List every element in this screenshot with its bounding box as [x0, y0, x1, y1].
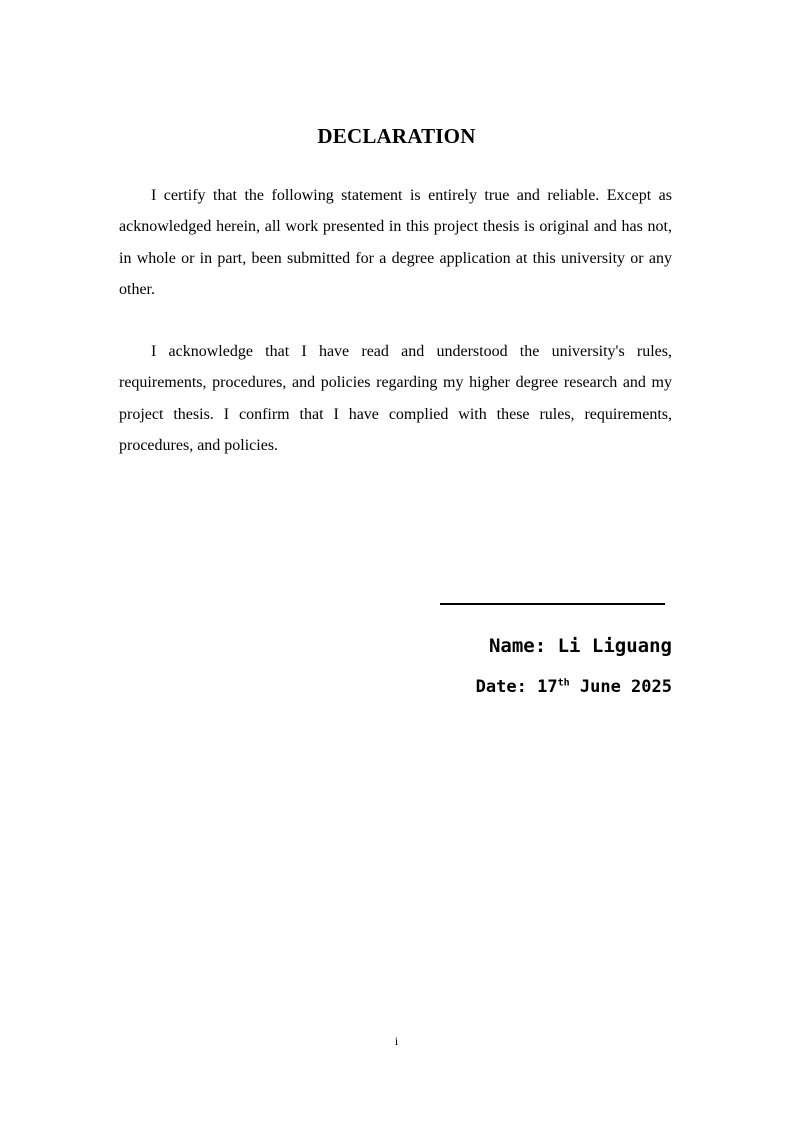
name-value: Li Liguang	[557, 635, 672, 657]
page-title: DECLARATION	[317, 124, 476, 148]
page-number: i	[394, 1034, 399, 1048]
declaration-paragraph-1: I certify that the following statement is entirely true and reliable. Except as acknowledged herein, all work presented in this project thesis is original and has not, in whole or in part, been submitted for a degree application at this university or any other.	[119, 187, 672, 298]
date-day: 17	[537, 677, 558, 697]
signature-name	[489, 635, 672, 657]
date-label: Date:	[475, 677, 527, 697]
date-suffix: th	[557, 677, 570, 689]
signature-date	[476, 677, 672, 697]
declaration-paragraph-2: I acknowledge that I have read and understood the university's rules, requirements, procedures, and policies regarding my higher degree research and my project thesis. I confirm that I have complied with these rules, requirements, procedures, and policies.	[119, 343, 672, 454]
date-month-year: June 2025	[579, 677, 672, 697]
signature-line	[440, 593, 665, 605]
name-label: Name:	[488, 635, 547, 657]
